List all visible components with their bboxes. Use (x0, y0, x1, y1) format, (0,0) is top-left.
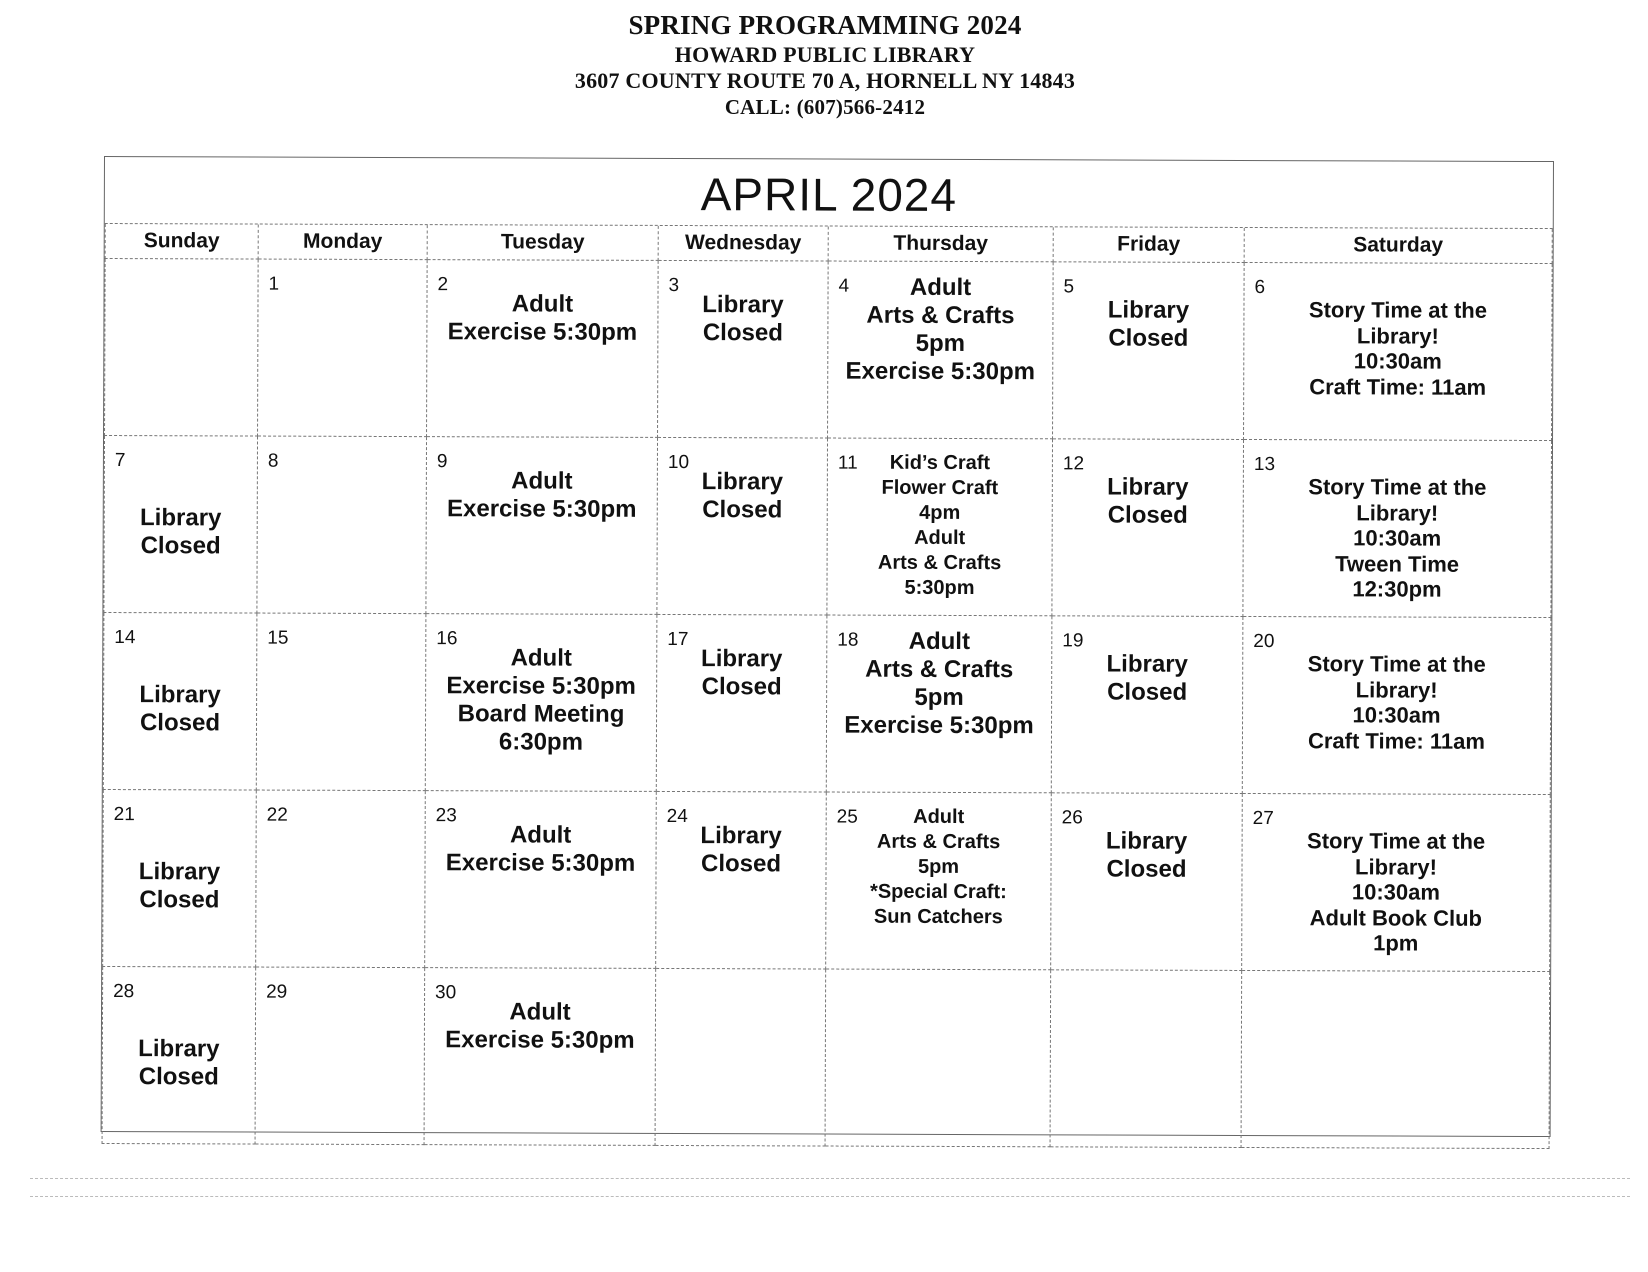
day-cell-tuesday (424, 968, 656, 1146)
day-number: 20 (1253, 631, 1275, 653)
day-number: 26 (1061, 807, 1083, 829)
day-cell-monday (257, 436, 427, 614)
event-list (427, 290, 657, 347)
event-line: Adult (509, 998, 571, 1026)
event-line: Exercise 5:30pm (446, 672, 636, 700)
day-cell-saturday (1242, 793, 1551, 971)
event-line: Story Time at the (1308, 474, 1487, 500)
day-cell-thursday (826, 615, 1052, 793)
event-list (105, 504, 257, 561)
event-line: Closed (1108, 324, 1189, 352)
weekday-header-sunday: Sunday (105, 224, 258, 259)
day-number: 25 (836, 806, 858, 828)
weekday-header-friday: Friday (1053, 227, 1244, 262)
weekday-header-tuesday: Tuesday (427, 225, 658, 260)
event-line: Library (138, 858, 221, 886)
event-list (657, 645, 826, 702)
event-list (1243, 474, 1550, 603)
event-line: Library (140, 504, 222, 532)
event-line: Closed (700, 850, 782, 878)
event-list (1053, 296, 1243, 353)
day-cell-monday (255, 967, 425, 1145)
month-title: APRIL 2024 (105, 157, 1553, 229)
day-number: 24 (666, 805, 688, 828)
day-cell-saturday (1242, 616, 1551, 794)
event-list (427, 467, 657, 524)
event-line: *Special Craft: (870, 880, 1007, 904)
calendar-body (102, 259, 1552, 1149)
day-cell-thursday (828, 261, 1054, 439)
event-list (1242, 828, 1549, 957)
event-line: Arts & Crafts (877, 551, 1002, 575)
event-line: Closed (139, 709, 221, 737)
event-line: Flower Craft (881, 476, 999, 500)
library-phone: CALL: (607)566-2412 (724, 95, 926, 119)
event-line: Craft Time: 11am (1307, 727, 1485, 754)
event-list (827, 451, 1052, 602)
event-line: Closed (140, 532, 221, 560)
event-line: Kid’s Craft (889, 451, 991, 475)
day-cell-friday (1052, 439, 1244, 617)
calendar (101, 156, 1554, 1137)
event-list (104, 681, 256, 738)
event-line: Closed (702, 496, 783, 524)
day-number: 3 (668, 274, 680, 297)
day-number: 18 (837, 629, 859, 651)
event-line: 10:30am (1352, 702, 1441, 728)
event-line: Library (138, 1035, 220, 1063)
day-number: 27 (1252, 808, 1274, 830)
weekday-header-wednesday: Wednesday (658, 226, 828, 261)
event-line: Library (1107, 473, 1189, 501)
event-line: Adult (913, 805, 965, 829)
event-line: Library! (1355, 853, 1438, 880)
day-cell-monday (258, 259, 428, 437)
day-number: 7 (114, 450, 126, 472)
event-line: Library (700, 822, 782, 850)
day-number: 2 (437, 274, 449, 296)
calendar-week-row (105, 259, 1553, 441)
event-list (103, 858, 255, 915)
event-line: Adult (914, 526, 966, 550)
footer-divider (30, 1178, 1630, 1179)
day-cell-tuesday (425, 614, 657, 792)
calendar-week-row (104, 436, 1552, 618)
day-cell-wednesday (658, 260, 829, 438)
event-line: 1pm (1373, 930, 1419, 956)
event-line: 4pm (919, 501, 961, 524)
event-line: Exercise 5:30pm (446, 495, 637, 523)
event-line: 5:30pm (904, 576, 975, 600)
event-line: Board Meeting (457, 700, 625, 728)
event-line: Library (1107, 296, 1190, 324)
day-number: 8 (267, 450, 279, 472)
day-cell-wednesday (656, 791, 827, 969)
day-cell-saturday (1244, 262, 1553, 440)
event-list (1052, 650, 1242, 707)
day-number: 6 (1254, 277, 1266, 299)
day-cell-sunday (105, 259, 259, 437)
event-line: Library (139, 681, 221, 709)
day-cell-saturday (1243, 439, 1552, 617)
event-line: Arts & Crafts (865, 655, 1014, 684)
event-line: Library (701, 645, 783, 673)
event-line: Exercise 5:30pm (447, 318, 638, 346)
event-line: 10:30am (1353, 525, 1442, 551)
event-line: Story Time at the (1307, 651, 1486, 677)
library-name: HOWARD PUBLIC LIBRARY (674, 42, 976, 67)
day-cell-tuesday (427, 260, 659, 438)
event-line: Exercise 5:30pm (844, 711, 1034, 740)
event-line: Library (1106, 650, 1188, 678)
page-title: SPRING PROGRAMMING 2024 (628, 10, 1022, 40)
day-cell-sunday (103, 613, 257, 791)
event-line: Tween Time (1335, 550, 1460, 577)
event-line: Library! (1355, 676, 1438, 703)
event-list (103, 1035, 255, 1092)
event-list (658, 468, 827, 525)
day-number: 10 (667, 451, 690, 474)
event-line: Exercise 5:30pm (845, 357, 1036, 386)
event-line: 10:30am (1351, 879, 1441, 905)
event-line: Closed (702, 319, 783, 347)
calendar-week-row (102, 967, 1550, 1149)
library-address: 3607 COUNTY ROUTE 70 A, HORNELL NY 14843 (574, 68, 1076, 93)
day-number: 5 (1063, 276, 1075, 298)
day-number: 22 (266, 804, 288, 826)
weekday-header-row (105, 224, 1552, 264)
event-line: 12:30pm (1352, 576, 1442, 602)
event-list (826, 805, 1050, 931)
day-cell-monday (256, 790, 426, 968)
event-list (1243, 651, 1550, 754)
day-cell-thursday (826, 792, 1052, 970)
day-cell-saturday (1241, 970, 1550, 1148)
event-list (828, 274, 1052, 387)
day-number: 1 (268, 273, 280, 295)
day-cell-tuesday (425, 791, 657, 969)
day-cell-thursday (827, 438, 1053, 616)
event-line: Closed (701, 673, 782, 701)
event-list (658, 291, 827, 348)
event-line: Craft Time: 11am (1309, 373, 1487, 400)
event-line: 5pm (914, 683, 964, 712)
day-cell-friday (1051, 616, 1243, 794)
event-list (827, 628, 1051, 741)
event-line: Adult (909, 273, 972, 302)
event-list (1244, 297, 1551, 400)
event-line: Adult (908, 627, 971, 656)
day-cell-friday (1051, 793, 1243, 971)
day-cell-sunday (104, 436, 258, 614)
day-cell-monday (256, 613, 426, 791)
page-header (0, 8, 1648, 120)
day-number: 12 (1062, 453, 1085, 475)
event-line: Library (1105, 827, 1188, 855)
event-line: Arts & Crafts (866, 301, 1015, 330)
event-list (425, 821, 655, 878)
day-cell-friday (1050, 970, 1242, 1148)
day-number: 30 (435, 982, 457, 1004)
event-line: Sun Catchers (873, 905, 1003, 929)
event-line: Library (702, 291, 784, 319)
calendar-grid (102, 224, 1553, 1149)
day-cell-thursday (825, 969, 1051, 1147)
weekday-header-thursday: Thursday (828, 227, 1053, 262)
day-number: 17 (667, 628, 689, 651)
day-number: 16 (436, 628, 458, 650)
weekday-header-monday: Monday (258, 225, 427, 260)
event-list (426, 644, 656, 757)
event-line: Story Time at the (1307, 828, 1486, 854)
event-line: Closed (1107, 678, 1188, 706)
event-line: 5pm (915, 329, 966, 358)
event-line: Adult (509, 821, 572, 849)
event-line: Adult (511, 467, 573, 495)
day-cell-wednesday (657, 437, 828, 615)
day-cell-sunday (103, 790, 257, 968)
day-number: 19 (1062, 630, 1084, 652)
event-line: Closed (138, 1063, 219, 1091)
event-list (425, 998, 655, 1055)
event-line: Library (701, 468, 784, 496)
event-line: Story Time at the (1308, 297, 1488, 323)
day-number: 9 (436, 451, 448, 473)
weekday-header-saturday: Saturday (1244, 228, 1552, 264)
event-line: Closed (1107, 501, 1188, 529)
footer-divider (30, 1196, 1630, 1197)
event-line: Library! (1356, 499, 1439, 526)
day-cell-wednesday (655, 968, 826, 1146)
event-line: Adult Book Club (1309, 904, 1483, 931)
event-list (1051, 827, 1241, 884)
day-number: 23 (435, 805, 457, 827)
event-line: Adult (511, 290, 574, 318)
day-cell-tuesday (426, 437, 658, 615)
day-cell-sunday (102, 967, 256, 1145)
event-line: Exercise 5:30pm (445, 849, 636, 877)
day-number: 13 (1253, 454, 1276, 476)
calendar-week-row (103, 790, 1551, 972)
event-line: Library! (1356, 322, 1439, 349)
calendar-week-row (103, 613, 1551, 795)
day-number: 28 (113, 981, 135, 1003)
day-number: 29 (266, 981, 288, 1003)
event-line: 5pm (917, 855, 960, 878)
day-number: 11 (837, 452, 858, 474)
event-line: 6:30pm (498, 728, 584, 756)
event-line: Closed (139, 886, 220, 914)
event-line: Closed (1106, 855, 1187, 883)
event-line: Exercise 5:30pm (445, 1026, 635, 1054)
event-line: Arts & Crafts (876, 830, 1001, 854)
event-line: Adult (510, 644, 572, 672)
event-list (1053, 473, 1243, 530)
day-number: 15 (267, 627, 289, 649)
day-number: 4 (838, 275, 850, 297)
day-cell-friday (1053, 262, 1245, 440)
day-cell-wednesday (656, 614, 827, 792)
day-number: 21 (113, 804, 135, 826)
event-list (656, 822, 825, 879)
day-number: 14 (114, 627, 136, 649)
event-line: 10:30am (1353, 348, 1442, 374)
